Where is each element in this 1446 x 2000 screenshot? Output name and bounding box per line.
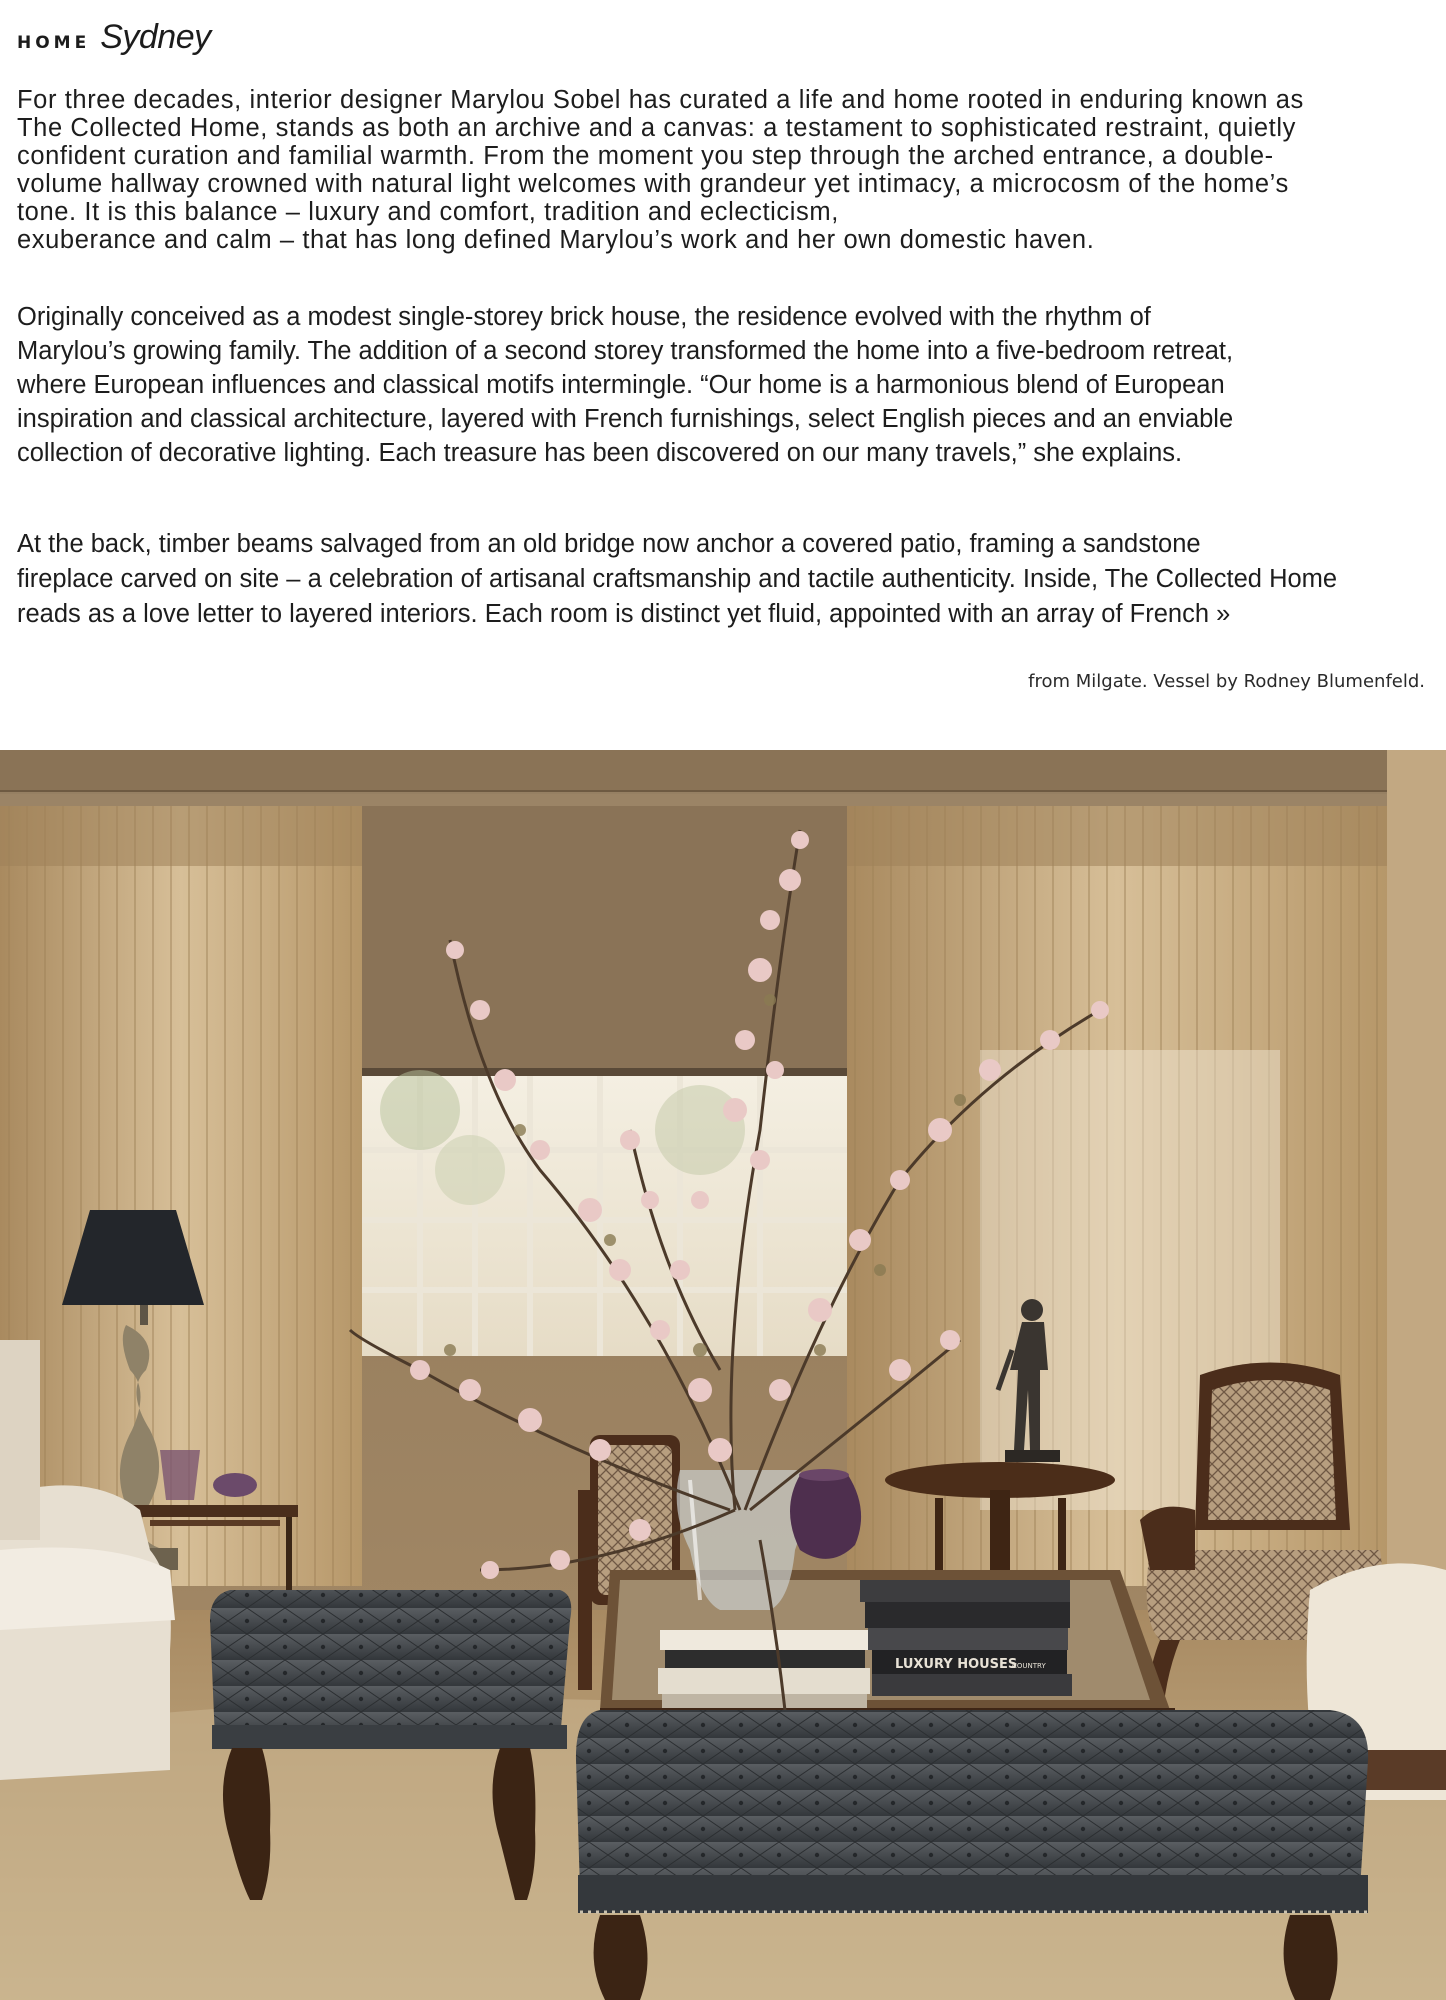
- paragraph-line: inspiration and classical architecture, layered with French furnishings, select English pieces and an enviable: [17, 405, 1234, 433]
- paragraph-line: confident curation and familial warmth. From the moment you step through the arched entrance, a double-: [17, 142, 1274, 170]
- article-paragraph-1: [17, 86, 1427, 254]
- paragraph-line: where European influences and classical motifs intermingle. “Our home is a harmonious blend of European: [17, 371, 1225, 399]
- paragraph-line: At the back, timber beams salvaged from an old bridge now anchor a covered patio, framing a sandstone: [17, 530, 1201, 558]
- book-spine-sub: COUNTRY: [1012, 1662, 1046, 1670]
- paragraph-line: tone. It is this balance – luxury and comfort, tradition and eclecticism,: [17, 198, 839, 226]
- book-spine-title: LUXURY HOUSES: [895, 1657, 1018, 1672]
- photo-caption: from Milgate. Vessel by Rodney Blumenfeld.: [1028, 671, 1425, 692]
- paragraph-line: The Collected Home, stands as both an archive and a canvas: a testament to sophisticated restraint, quietly: [17, 114, 1296, 142]
- paragraph-line: reads as a love letter to layered interiors. Each room is distinct yet fluid, appointed with an array of French »: [17, 600, 1231, 628]
- article-paragraph-2: [17, 300, 1427, 470]
- paragraph-line: exuberance and calm – that has long defined Marylou’s work and her own domestic haven.: [17, 226, 1095, 254]
- curtain-rod: [0, 794, 1390, 806]
- book-stack-left: [658, 1630, 870, 1708]
- paragraph-line: Originally conceived as a modest single-storey brick house, the residence evolved with the rhythm of: [17, 303, 1151, 331]
- page-header: [17, 18, 211, 57]
- living-room-illustration: [0, 750, 1446, 2000]
- paragraph-line: Marylou’s growing family. The addition of a second storey transformed the home into a five-bedroom retreat,: [17, 337, 1234, 365]
- book-stack-right: [860, 1580, 1072, 1696]
- paragraph-line: fireplace carved on site – a celebration of artisanal craftsmanship and tactile authenticity. Inside, The Collected Home: [17, 565, 1338, 593]
- section-city: Sydney: [100, 18, 211, 56]
- section-label: HOME: [17, 33, 91, 53]
- paragraph-line: For three decades, interior designer Marylou Sobel has curated a life and home rooted in enduring known as: [17, 86, 1304, 114]
- purple-vessel: [790, 1469, 861, 1559]
- roman-blind: [362, 806, 847, 1074]
- paragraph-line: volume hallway crowned with natural light welcomes with grandeur yet intimacy, a microcosm of the home’s: [17, 170, 1289, 198]
- paragraph-line: collection of decorative lighting. Each treasure has been discovered on our many travels,” she explains.: [17, 439, 1183, 467]
- living-room-photo: [0, 750, 1446, 2000]
- article-paragraph-3: [17, 527, 1427, 632]
